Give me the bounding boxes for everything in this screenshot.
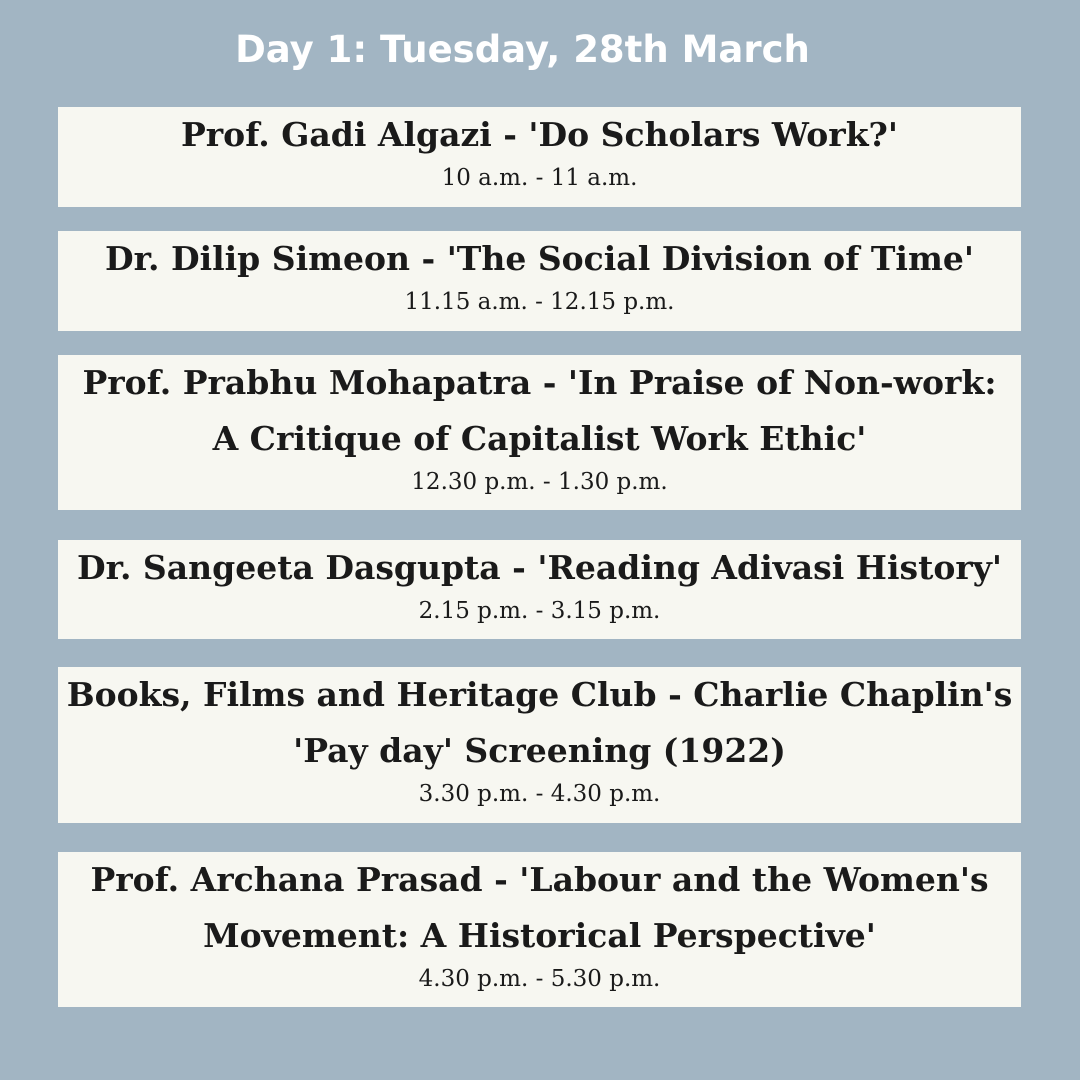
session-time: 12.30 p.m. - 1.30 p.m. xyxy=(411,469,668,495)
session-title-line-2: Movement: A Historical Perspective' xyxy=(203,916,876,955)
session-title: Dr. Sangeeta Dasgupta - 'Reading Adivasi History' xyxy=(76,548,1002,587)
session-time: 10 a.m. - 11 a.m. xyxy=(441,165,638,191)
session-title-line-1: Books, Films and Heritage Club - Charlie Chaplin's xyxy=(66,675,1013,714)
session-title-line-2: 'Pay day' Screening (1922) xyxy=(293,731,786,770)
session-time: 11.15 a.m. - 12.15 p.m. xyxy=(404,289,675,315)
session-title-line-1: Prof. Archana Prasad - 'Labour and the Women's xyxy=(90,860,989,899)
session-card xyxy=(58,231,1021,331)
session-title-line-1: Prof. Prabhu Mohapatra - 'In Praise of Non-work: xyxy=(82,363,997,402)
session-card xyxy=(58,852,1021,1007)
session-title-line-2: A Critique of Capitalist Work Ethic' xyxy=(212,419,867,458)
session-card xyxy=(58,540,1021,639)
session-card xyxy=(58,667,1021,823)
session-card xyxy=(58,355,1021,510)
day-title: Day 1: Tuesday, 28th March xyxy=(235,28,810,71)
session-time: 2.15 p.m. - 3.15 p.m. xyxy=(418,598,661,624)
session-time: 3.30 p.m. - 4.30 p.m. xyxy=(418,781,661,807)
session-title: Prof. Gadi Algazi - 'Do Scholars Work?' xyxy=(180,115,898,154)
session-time: 4.30 p.m. - 5.30 p.m. xyxy=(418,966,661,992)
session-title: Dr. Dilip Simeon - 'The Social Division of Time' xyxy=(105,239,974,278)
session-card xyxy=(58,107,1021,207)
